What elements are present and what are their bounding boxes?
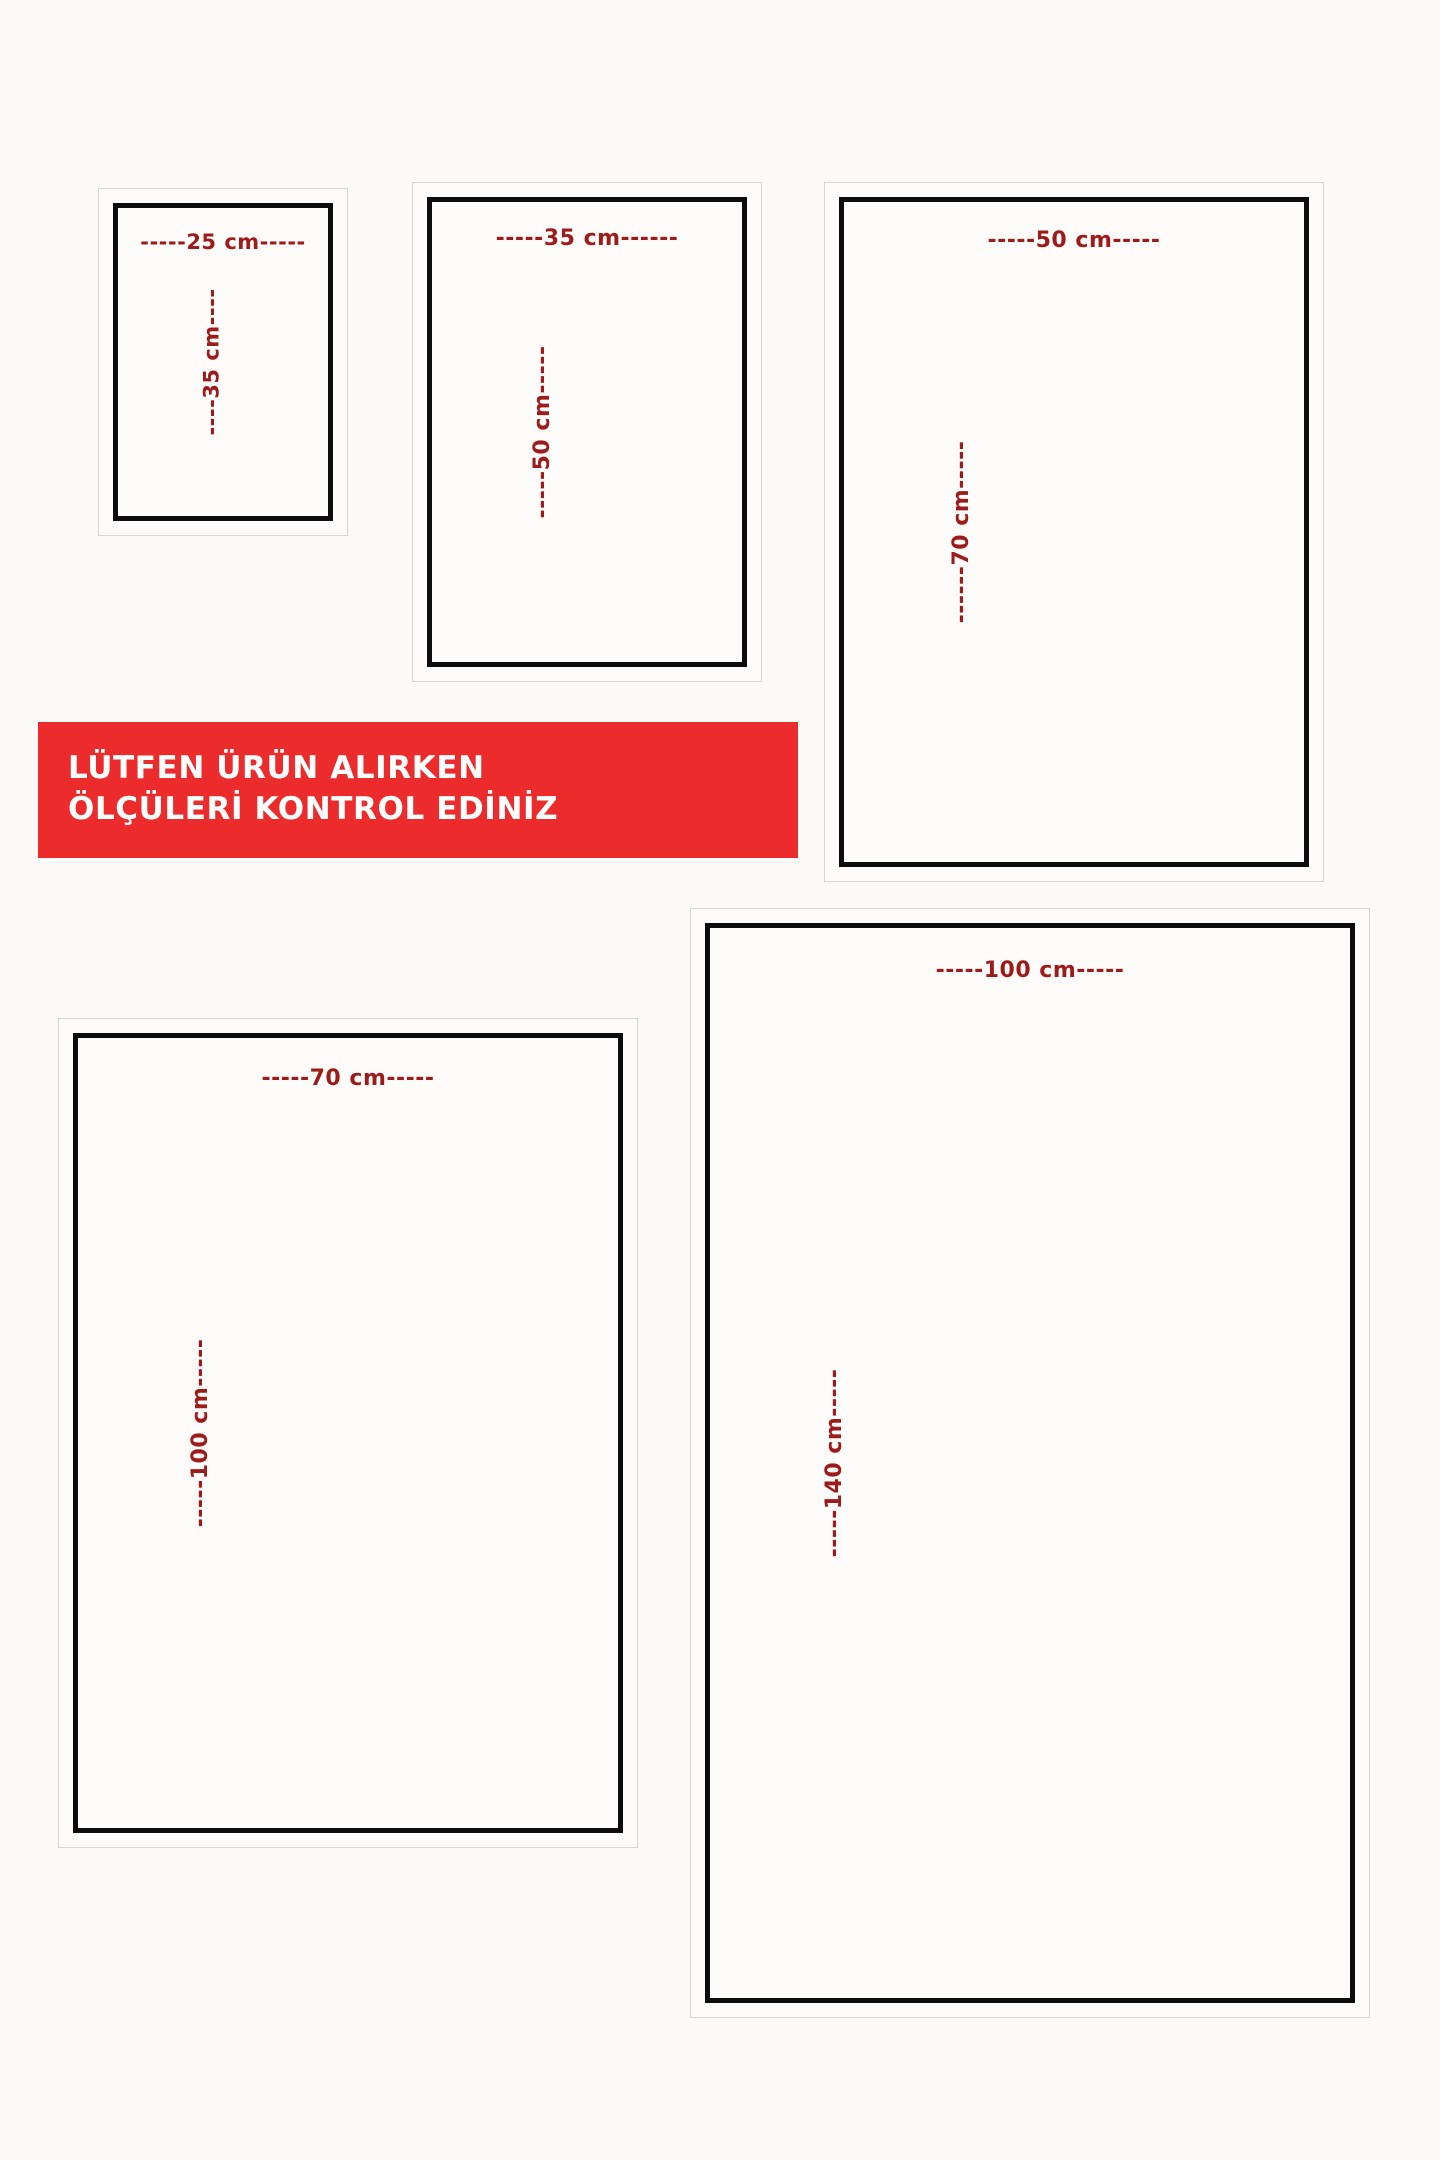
warning-line-1: LÜTFEN ÜRÜN ALIRKEN	[68, 750, 485, 787]
size-sample-25x35	[98, 188, 348, 536]
size-frame-25x35	[113, 203, 333, 521]
size-sample-100x140	[690, 908, 1370, 2018]
width-label-25cm: -----25 cm-----	[140, 230, 306, 254]
width-label-35cm: -----35 cm------	[495, 226, 679, 251]
height-label-70cm-text: ------70 cm-----	[948, 440, 974, 624]
height-label-70cm	[870, 440, 1053, 624]
height-label-100cm-text: -----100 cm-----	[187, 1338, 213, 1528]
height-label-50cm-text: -----50 cm-----	[530, 345, 556, 519]
warning-line-2: ÖLÇÜLERİ KONTROL EDİNİZ	[68, 791, 559, 827]
size-frame-50x70	[839, 197, 1309, 867]
size-sample-35x50	[412, 182, 762, 682]
width-label-50cm: -----50 cm-----	[987, 228, 1161, 253]
width-label-70cm: -----70 cm-----	[261, 1066, 435, 1091]
size-sample-50x70	[824, 182, 1324, 882]
size-frame-35x50	[427, 197, 747, 667]
height-label-100cm	[106, 1338, 295, 1528]
height-label-140cm-text: -----140 cm-----	[821, 1368, 847, 1558]
width-label-100cm: -----100 cm-----	[935, 958, 1125, 983]
height-label-140cm	[740, 1368, 929, 1558]
height-label-35cm-text: ----35 cm----	[199, 288, 224, 436]
height-label-50cm	[456, 345, 629, 519]
measurement-warning-banner	[38, 722, 798, 858]
height-label-35cm	[138, 288, 285, 436]
size-frame-70x100	[73, 1033, 623, 1833]
size-sample-70x100	[58, 1018, 638, 1848]
size-frame-100x140	[705, 923, 1355, 2003]
